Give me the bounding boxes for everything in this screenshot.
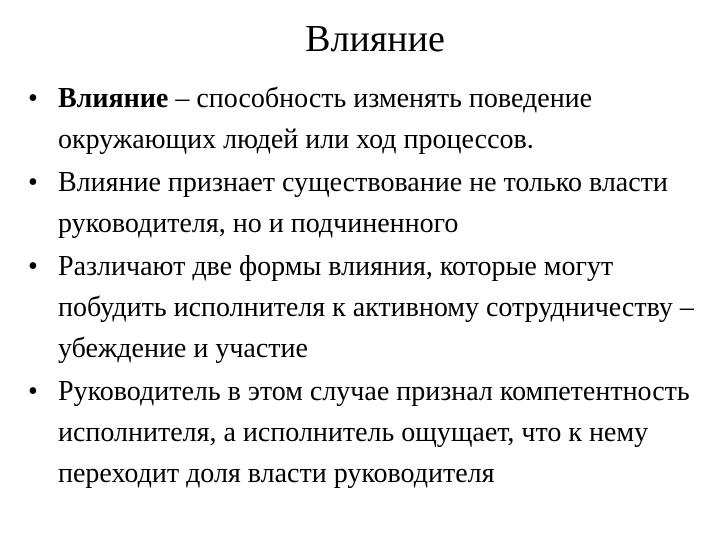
bullet-text: – способность изменять поведение окружающих людей или ход процессов. — [58, 83, 593, 155]
bullet-bold-term: Влияние — [58, 83, 169, 114]
bullet-icon: • — [28, 83, 38, 114]
bullet-item-forms — [28, 246, 708, 369]
bullet-text: Различают две формы влияния, которые могут побудить исполнителя к активному сотрудничеству – убеждение и участие — [58, 251, 694, 364]
bullet-icon: • — [28, 251, 38, 282]
bullet-text: Влияние признает существование не только власти руководителя, но и подчиненного — [58, 167, 668, 239]
bullet-item-recognition — [28, 162, 708, 244]
bullet-list — [28, 78, 708, 496]
bullet-text: Руководитель в этом случае признал компетентность исполнителя, а исполнитель ощущает, что к нему переходит доля власти руководителя — [58, 376, 690, 489]
bullet-icon: • — [28, 376, 38, 407]
slide-title: Влияние — [305, 18, 445, 60]
bullet-item-definition — [28, 78, 708, 160]
bullet-icon: • — [28, 167, 38, 198]
bullet-item-leader — [28, 371, 708, 494]
